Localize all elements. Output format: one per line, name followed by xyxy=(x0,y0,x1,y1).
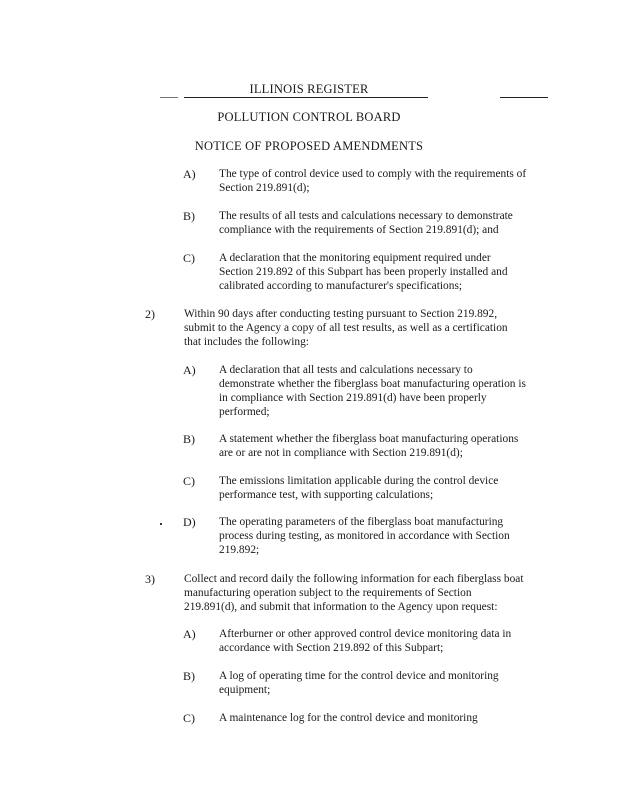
notice-title: NOTICE OF PROPOSED AMENDMENTS xyxy=(194,139,424,153)
list-item xyxy=(219,209,513,237)
text-line: performed; xyxy=(219,406,270,418)
text-line: Afterburner or other approved control device monitoring data in xyxy=(219,628,512,640)
list-item xyxy=(219,711,478,725)
text-line: Section 219.891(d); xyxy=(219,182,310,194)
text-line: A log of operating time for the control device and monitoring xyxy=(219,670,499,682)
list-item xyxy=(219,167,526,195)
item-marker: C) xyxy=(183,711,195,725)
text-line: Section 219.892 of this Subpart has been properly installed and xyxy=(219,266,508,278)
text-line: submit to the Agency a copy of all test results, as well as a certification xyxy=(184,322,508,334)
text-line: A declaration that the monitoring equipment required under xyxy=(219,252,491,264)
list-item xyxy=(219,474,498,502)
header-rule-fragment-left xyxy=(160,97,178,98)
text-line: are or are not in compliance with Section 219.891(d); xyxy=(219,447,463,459)
text-line: The emissions limitation applicable during the control device xyxy=(219,475,499,487)
text-line: A statement whether the fiberglass boat manufacturing operations xyxy=(219,433,519,445)
item-marker: B) xyxy=(183,432,195,446)
item-marker: A) xyxy=(183,627,196,641)
text-line: A maintenance log for the control device and monitoring xyxy=(219,712,478,724)
list-item xyxy=(219,432,518,460)
item-marker: 3) xyxy=(145,572,155,586)
list-item xyxy=(184,307,508,349)
text-line: process during testing, as monitored in accordance with Section xyxy=(219,530,510,542)
text-line: equipment; xyxy=(219,684,271,696)
text-line: 219.891(d), and submit that information to the Agency upon request: xyxy=(184,601,498,613)
text-line: manufacturing operation subject to the requirements of Section xyxy=(184,587,472,599)
item-marker: D) xyxy=(183,515,196,529)
text-line: Within 90 days after conducting testing pursuant to Section 219.892, xyxy=(184,308,498,320)
list-item xyxy=(219,251,508,293)
text-line: calibrated according to manufacturer's specifications; xyxy=(219,280,463,292)
text-line: compliance with the requirements of Section 219.891(d); and xyxy=(219,224,499,236)
scan-speck xyxy=(160,523,162,525)
item-marker: C) xyxy=(183,474,195,488)
text-line: accordance with Section 219.892 of this Subpart; xyxy=(219,642,444,654)
list-item xyxy=(219,669,499,697)
text-line: A declaration that all tests and calculations necessary to xyxy=(219,364,473,376)
text-line: The operating parameters of the fiberglass boat manufacturing xyxy=(219,516,504,528)
item-marker: A) xyxy=(183,167,196,181)
board-title: POLLUTION CONTROL BOARD xyxy=(217,110,401,124)
list-item xyxy=(184,572,524,614)
list-item xyxy=(219,627,511,655)
text-line: demonstrate whether the fiberglass boat manufacturing operation is xyxy=(219,378,526,390)
item-marker: A) xyxy=(183,363,196,377)
item-marker: C) xyxy=(183,251,195,265)
text-line: Collect and record daily the following information for each fiberglass boat xyxy=(184,573,524,585)
item-marker: 2) xyxy=(145,307,155,321)
item-marker: B) xyxy=(183,669,195,683)
text-line: that includes the following: xyxy=(184,336,309,348)
list-item xyxy=(219,515,510,557)
header-rule-fragment-right xyxy=(500,97,548,98)
text-line: The type of control device used to comply with the requirements of xyxy=(219,168,527,180)
text-line: in compliance with Section 219.891(d) have been properly xyxy=(219,392,487,404)
text-line: performance test, with supporting calculations; xyxy=(219,489,434,501)
text-line: 219.892; xyxy=(219,544,260,556)
register-title: ILLINOIS REGISTER xyxy=(249,82,369,96)
list-item xyxy=(219,363,526,419)
item-marker: B) xyxy=(183,209,195,223)
header-rule xyxy=(184,97,428,98)
text-line: The results of all tests and calculations necessary to demonstrate xyxy=(219,210,513,222)
